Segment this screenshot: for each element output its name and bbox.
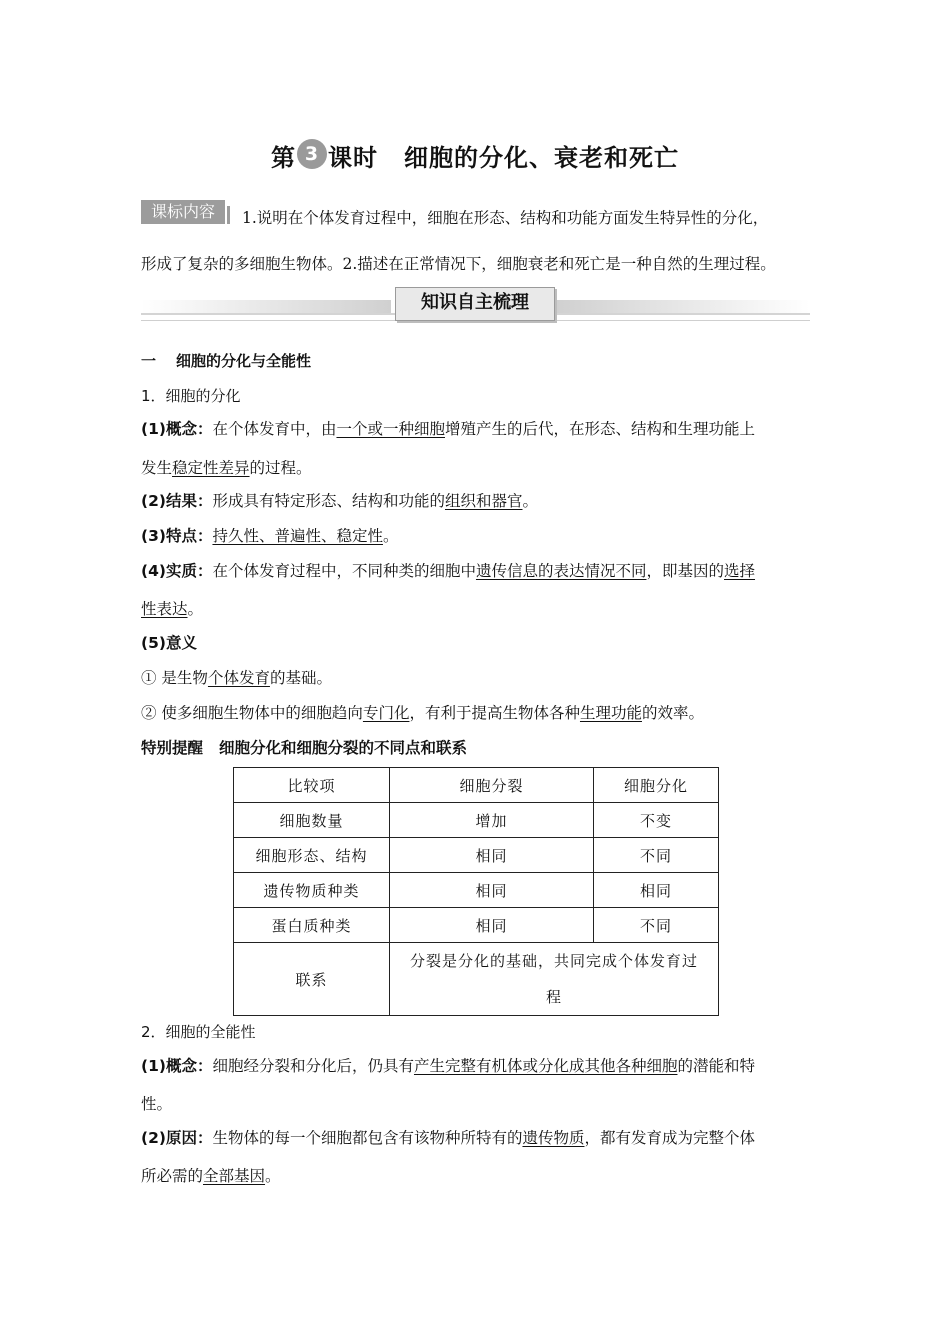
totipotency-line-2: 性。 xyxy=(141,1095,173,1113)
comparison-table xyxy=(233,767,719,1016)
reason-line-2: 所必需的全部基因。 xyxy=(141,1167,281,1185)
table-cell: 增加 xyxy=(390,803,594,838)
section-banner: 知识自主梳理 xyxy=(421,292,529,313)
table-row xyxy=(234,803,719,838)
curriculum-line-2: 形成了复杂的多细胞生物体。2.描述在正常情况下，细胞衰老和死亡是一种自然的生理过程。 xyxy=(141,255,776,273)
table-cell: 不变 xyxy=(594,803,719,838)
table-cell: 细胞形态、结构 xyxy=(234,838,390,873)
table-header: 比较项 xyxy=(234,768,390,803)
curriculum-badge: 课标内容 xyxy=(141,200,225,224)
essence-line-1: (4)实质：在个体发育过程中，不同种类的细胞中遗传信息的表达情况不同，即基因的选择 xyxy=(141,562,756,580)
table-cell: 不同 xyxy=(594,838,719,873)
lesson-number-badge: 3 xyxy=(297,139,327,169)
curriculum-badge-bar xyxy=(227,206,230,224)
table-cell: 相同 xyxy=(390,908,594,943)
table-cell: 联系 xyxy=(234,943,390,1016)
table-row xyxy=(234,873,719,908)
table-cell: 细胞数量 xyxy=(234,803,390,838)
meaning-label: (5)意义 xyxy=(141,634,197,652)
special-reminder: 特别提醒 细胞分化和细胞分裂的不同点和联系 xyxy=(141,739,468,757)
table-cell: 相同 xyxy=(594,873,719,908)
table-cell: 遗传物质种类 xyxy=(234,873,390,908)
subsection-heading-2: 2．细胞的全能性 xyxy=(141,1023,256,1041)
table-cell: 蛋白质种类 xyxy=(234,908,390,943)
curriculum-line-1: 1.说明在个体发育过程中，细胞在形态、结构和功能方面发生特异性的分化， xyxy=(242,209,769,227)
table-row-link xyxy=(234,943,719,1016)
concept-line-1: (1)概念：在个体发育中，由一个或一种细胞增殖产生的后代，在形态、结构和生理功能上 xyxy=(141,420,755,438)
page-title: 第 3 课时 细胞的分化、衰老和死亡 xyxy=(0,138,950,173)
table-row xyxy=(234,908,719,943)
table-cell: 相同 xyxy=(390,838,594,873)
banner-right-gradient xyxy=(556,300,810,314)
table-cell: 不同 xyxy=(594,908,719,943)
meaning-item-1: ① 是生物个体发育的基础。 xyxy=(141,669,332,687)
subsection-heading: 1．细胞的分化 xyxy=(141,387,241,405)
feature-line: (3)特点：持久性、普遍性、稳定性。 xyxy=(141,527,399,545)
table-cell: 相同 xyxy=(390,873,594,908)
totipotency-line-1: (1)概念：细胞经分裂和分化后，仍具有产生完整有机体或分化成其他各种细胞的潜能和特 xyxy=(141,1057,755,1075)
meaning-item-2: ② 使多细胞生物体中的细胞趋向专门化，有利于提高生物体各种生理功能的效率。 xyxy=(141,704,704,722)
banner-left-gradient xyxy=(141,300,391,314)
table-header: 细胞分裂 xyxy=(390,768,594,803)
reason-line-1: (2)原因：生物体的每一个细胞都包含有该物种所特有的遗传物质，都有发育成为完整个体 xyxy=(141,1129,755,1147)
table-link-cell: 分裂是分化的基础，共同完成个体发育过 程 xyxy=(390,943,719,1016)
result-line: (2)结果：形成具有特定形态、结构和功能的组织和器官。 xyxy=(141,492,538,510)
table-header-row xyxy=(234,768,719,803)
essence-line-2: 性表达。 xyxy=(141,600,204,618)
table-row xyxy=(234,838,719,873)
section-heading: 一 细胞的分化与全能性 xyxy=(141,352,312,370)
table-header: 细胞分化 xyxy=(594,768,719,803)
concept-line-2: 发生稳定性差异的过程。 xyxy=(141,459,312,477)
